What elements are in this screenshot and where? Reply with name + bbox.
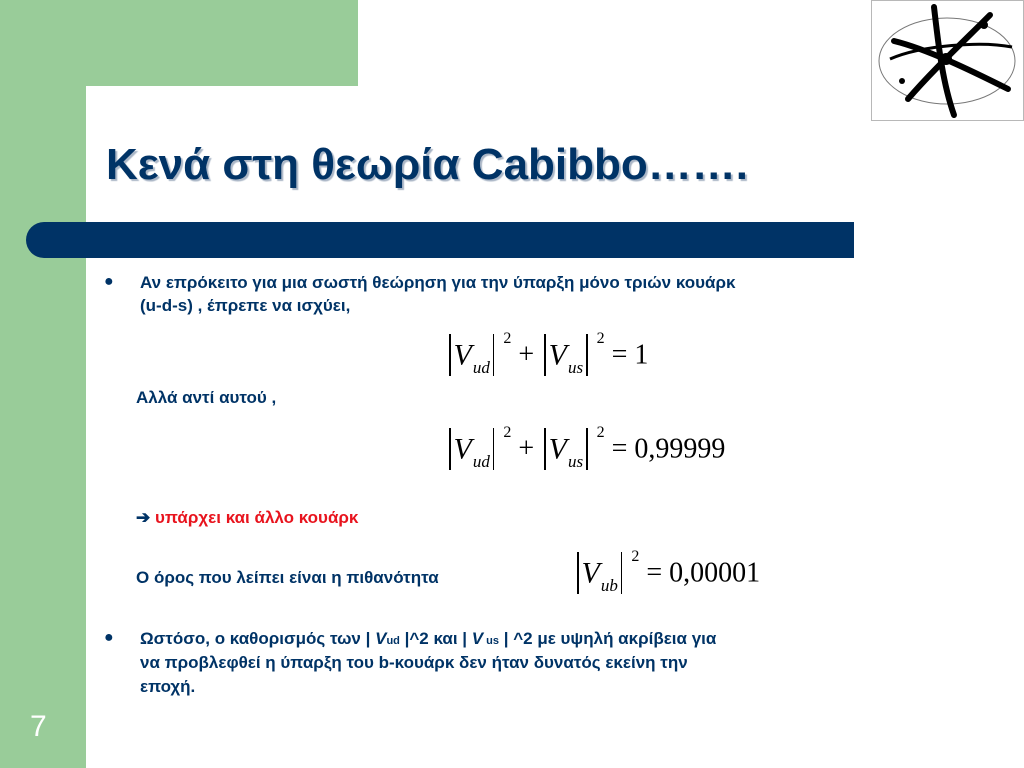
but-instead-text: Αλλά αντί αυτού , xyxy=(136,388,277,407)
eq1-rhs: 1 xyxy=(634,339,649,371)
bullet-2-line-2: να προβλεφθεί η ύπαρξη του b-κουάρκ δεν ήταν δυνατός εκείνη την xyxy=(140,653,688,672)
missing-term-text: Ο όρος που λείπει είναι η πιθανότητα xyxy=(136,568,439,587)
vub-equation: Vub2= 0,00001 xyxy=(574,548,760,596)
bullet-1-line-2: (u-d-s) , έπρεπε να ισχύει, xyxy=(140,296,351,315)
top-green-band xyxy=(0,0,358,86)
bullet-1-line-1: Αν επρόκειτο για μια σωστή θεώρηση για την ύπαρξη μόνο τριών κουάρκ xyxy=(140,273,736,292)
bullet-2-line-3: εποχή. xyxy=(140,677,196,696)
atom-icon xyxy=(872,1,1023,120)
bullet-2-line-1: Ωστόσο, ο καθορισμός των | Vud |^2 και | V us | ^2 με υψηλή ακρίβεια για xyxy=(140,629,717,648)
another-quark-line xyxy=(136,506,358,529)
eq3-rhs: 0,00001 xyxy=(669,557,761,589)
slide-title: Κενά στη θεωρία Cabibbo……. xyxy=(106,140,748,189)
atom-logo xyxy=(871,0,1024,121)
left-green-band xyxy=(0,0,86,768)
unitarity-equation: Vud2+ Vus2= 1 xyxy=(446,330,648,378)
title-underline-bar xyxy=(26,222,854,258)
another-quark-text: υπάρχει και άλλο κουάρκ xyxy=(154,508,359,527)
measured-equation: Vud2+ Vus2= 0,99999 xyxy=(446,424,725,472)
slide-number: 7 xyxy=(30,710,47,743)
bullet-marker: ● xyxy=(104,273,114,290)
arrow-icon: ➔ xyxy=(136,508,151,527)
eq2-rhs: 0,99999 xyxy=(634,433,726,465)
bullet-marker: ● xyxy=(104,629,114,646)
